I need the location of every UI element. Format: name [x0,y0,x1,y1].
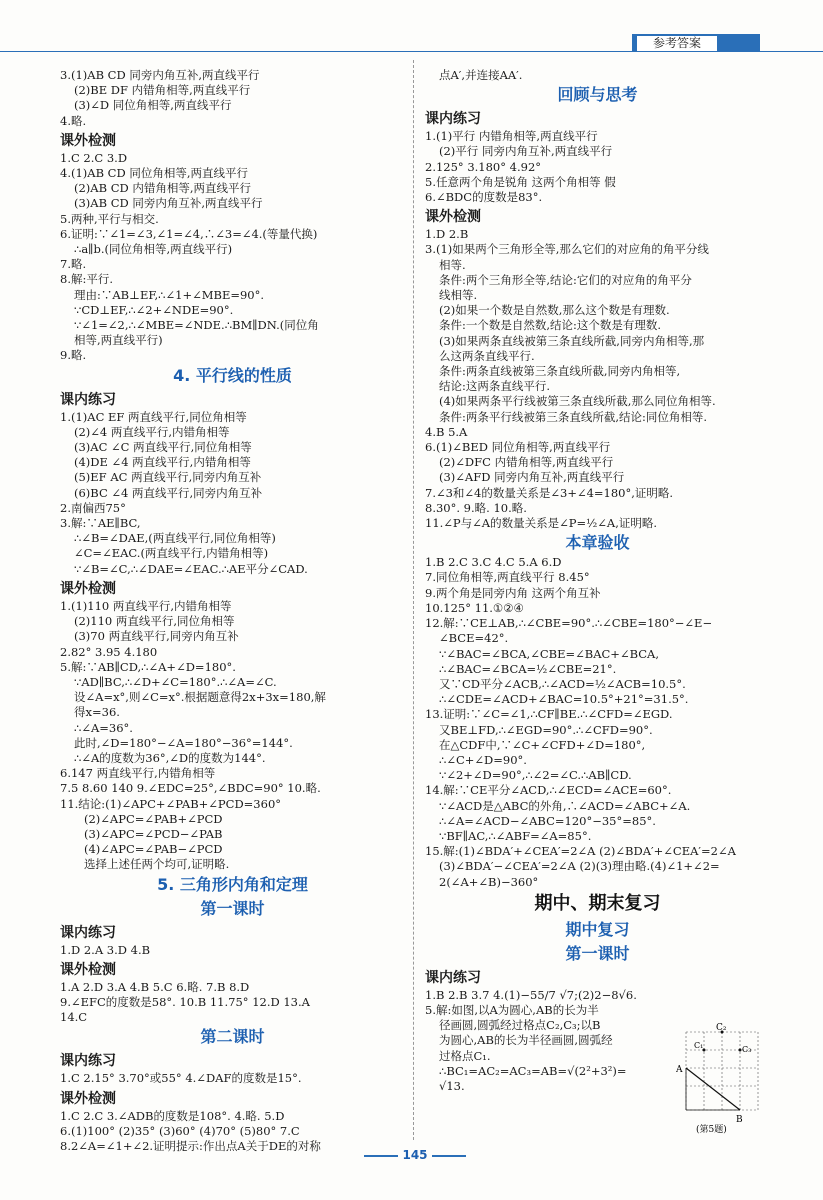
answer-line: ∠C=∠EAC.(两直线平行,内错角相等) [74,546,269,561]
answer-line: 4.略. [60,113,87,128]
header-label: 参考答案 [636,35,718,52]
answer-line: (4)如果两条平行线被第三条直线所截,那么同位角相等. [439,394,716,409]
answer-line: 过格点C₁. [439,1048,491,1063]
section-heading: 课内练习 [60,391,116,408]
answer-line: 1.A 2.D 3.A 4.B 5.C 6.略. 7.B 8.D [60,979,250,994]
answer-line: 15.解:(1)∠BDA′+∠CEA′=2∠A (2)∠BDA′+∠CEA′=2∠A [425,844,736,859]
answer-line: 条件:两条直线被第三条直线所截,同旁内角相等, [439,364,681,379]
answer-line: 在△CDF中,∵∠C+∠CFD+∠D=180°, [439,737,646,752]
answer-line: 1.C 2.C 3.D [60,150,128,165]
answer-line: (6)BC ∠4 两直线平行,同旁内角互补 [74,485,263,500]
section-heading: 期中复习 [565,919,630,939]
answer-line: 5.两种,平行与相交. [60,211,159,226]
label-c2: C₂ [716,1023,727,1033]
answer-line: ∴a∥b.(同位角相等,两直线平行) [74,242,233,257]
answer-line: (2)∠4 两直线平行,内错角相等 [74,424,230,439]
answer-line: 7.5 8.60 140 9.∠EDC=25°,∠BDC=90° 10.略. [60,781,321,796]
label-a: A [676,1065,683,1075]
section-heading: 课内练习 [60,1053,116,1070]
answer-line: (2)∠APC=∠PAB+∠PCD [84,811,223,826]
answer-line: 10.125° 11.①②④ [425,600,524,615]
header-line [0,51,823,52]
right-column [425,68,770,1094]
answer-line: ∵AD∥BC,∴∠D+∠C=180°.∴∠A=∠C. [74,674,277,689]
answer-line: 1.B 2.C 3.C 4.C 5.A 6.D [425,555,562,570]
section-heading: 4. 平行线的性质 [173,365,292,385]
answer-line: ∵∠ACD是△ABC的外角,∴∠ACD=∠ABC+∠A. [439,798,691,813]
answer-line: 4.B 5.A [425,424,468,439]
answer-line: ∵∠B=∠C,∴∠DAE=∠EAC.∴AE平分∠CAD. [74,561,308,576]
page-number: 145 [360,1148,470,1162]
answer-line: ∵∠1=∠2,∴∠MBE=∠NDE.∴BM∥DN.(同位角 [74,318,319,333]
answer-line: 3.(1)AB CD 同旁内角互补,两直线平行 [60,68,260,82]
answer-line: 6.∠BDC的度数是83°. [425,190,543,205]
answer-line: 6.(1)∠BED 同位角相等,两直线平行 [425,440,611,455]
answer-line: ∵∠BAC=∠BCA,∠CBE=∠BAC+∠BCA, [439,646,660,661]
answer-line: 径画圆,圆弧经过格点C₂,C₃;以B [439,1018,601,1033]
segment-ab [686,1068,740,1110]
answer-line: ∵BF∥AC,∴∠ABF=∠A=85°. [439,828,592,843]
answer-line: (3)∠AFD 同旁内角互补,两直线平行 [439,470,625,485]
answer-line: (2)平行 同旁内角互补,两直线平行 [439,144,613,159]
answer-line: 又∵CD平分∠ACB,∴∠ACD=½∠ACB=10.5°. [439,676,686,691]
answer-line: (2)如果一个数是自然数,那么这个数是有理数. [439,303,670,318]
answer-line: 3.解:∵AE∥BC, [60,516,141,531]
answer-line: (2)110 两直线平行,同位角相等 [74,614,235,629]
answer-line: 5.解:如图,以A为圆心,AB的长为半 [425,1002,599,1017]
section-heading: 课外检测 [60,1090,116,1107]
answer-line: 9.两个角是同旁内角 这两个角互补 [425,585,601,600]
answer-line: (5)EF AC 两直线平行,同旁内角互补 [74,470,262,485]
section-heading: 第一课时 [565,943,630,963]
grid-figure [676,1022,766,1134]
answer-line: 1.C 2.15° 3.70°或55° 4.∠DAF的度数是15°. [60,1071,302,1086]
answer-line: ∴∠B=∠DAE,(两直线平行,同位角相等) [74,531,276,546]
section-heading: 第二课时 [200,1027,265,1047]
section-heading: 课内练习 [60,924,116,941]
answer-line: 么这两条直线平行. [439,348,535,363]
answer-line: ∴∠CDE=∠ACD+∠BAC=10.5°+21°=31.5°. [439,692,689,707]
answer-line: 9.∠EFC的度数是58°. 10.B 11.75° 12.D 13.A [60,994,310,1009]
section-heading: 5. 三角形内角和定理 [157,874,308,894]
answer-line: ∴∠C+∠D=90°. [439,752,527,767]
answer-line: 14.解:∵CE平分∠ACD,∴∠ECD=∠ACE=60°. [425,783,672,798]
answer-line: (3)∠BDA′−∠CEA′=2∠A (2)(3)理由略.(4)∠1+∠2= [439,859,720,874]
answer-line: 4.(1)AB CD 同位角相等,两直线平行 [60,166,249,181]
answer-line: 11.∠P与∠A的数量关系是∠P=½∠A,证明略. [425,516,658,531]
figure-caption: (第5题) [696,1125,727,1134]
label-c1: C₁ [694,1041,704,1050]
answer-line: 1.(1)AC EF 两直线平行,同位角相等 [60,409,247,424]
answer-line: 2.82° 3.95 4.180 [60,644,158,659]
answer-line: 理由:∵AB⊥EF,∴∠1+∠MBE=90°. [74,287,265,302]
section-heading: 课外检测 [60,132,116,149]
answer-line: (3)AB CD 同旁内角互补,两直线平行 [74,196,263,211]
answer-line: 2(∠A+∠B)−360° [439,874,539,889]
answer-line: 2.125° 3.180° 4.92° [425,159,542,174]
answer-line: 又BE⊥FD,∴∠EGD=90°.∴∠CFD=90°. [439,722,653,737]
answer-line: ∴BC₁=AC₂=AC₃=AB=√(2²+3²)= [439,1063,627,1078]
answer-line: ∴∠A=36°. [74,720,133,735]
answer-line: 为圆心,AB的长为半径画圆,圆弧经 [439,1033,613,1048]
answer-line: 选择上述任两个均可,证明略. [84,857,230,872]
section-heading: 本章验收 [565,533,630,553]
answer-line: 相等,两直线平行) [74,333,163,348]
answer-line: ∴∠BAC=∠BCA=½∠CBE=21°. [439,661,617,676]
answer-line: 8.2∠A=∠1+∠2.证明提示:作出点A关于DE的对称 [60,1138,321,1153]
left-column [60,68,405,1154]
answer-line: 2.南偏西75° [60,500,126,515]
answer-line: 1.C 2.C 3.∠ADB的度数是108°. 4.略. 5.D [60,1108,285,1123]
answer-line: 7.∠3和∠4的数量关系是∠3+∠4=180°,证明略. [425,485,674,500]
section-heading: 课外检测 [60,580,116,597]
answer-line: 条件:一个数是自然数,结论:这个数是有理数. [439,318,662,333]
answer-line: (3)如果两条直线被第三条直线所截,同旁内角相等,那 [439,333,705,348]
answer-line: 8.30°. 9.略. 10.略. [425,500,527,515]
answer-line: 点A′,并连接AA′. [439,68,523,82]
answer-line: (3)70 两直线平行,同旁内角互补 [74,629,239,644]
answer-line: 3.(1)如果两个三角形全等,那么它们的对应角的角平分线 [425,242,709,257]
answer-line: 8.解:平行. [60,272,114,287]
answer-line: 1.(1)110 两直线平行,内错角相等 [60,598,232,613]
answer-line: 条件:两条平行线被第三条直线所截,结论:同位角相等. [439,409,708,424]
section-heading: 期中、期末复习 [534,892,661,914]
answer-line: 条件:两个三角形全等,结论:它们的对应角的角平分 [439,272,692,287]
answer-line: 6.(1)100° (2)35° (3)60° (4)70° (5)80° 7.C [60,1123,300,1138]
answer-line: √13. [439,1078,465,1093]
answer-line: (2)BE DF 内错角相等,两直线平行 [74,83,251,98]
answer-line: 得x=36. [74,705,120,720]
label-b: B [736,1115,743,1125]
section-heading: 第一课时 [200,898,265,918]
section-heading: 课外检测 [60,961,116,978]
answer-line: 11.结论:(1)∠APC+∠PAB+∠PCD=360° [60,796,282,811]
answer-line: ∠BCE=42°. [439,631,509,646]
answer-line: (4)DE ∠4 两直线平行,内错角相等 [74,455,251,470]
answer-line: 12.解:∵CE⊥AB,∴∠CBE=90°.∴∠CBE=180°−∠E− [425,616,713,631]
answer-line: (3)AC ∠C 两直线平行,同位角相等 [74,440,252,455]
answer-line: (4)∠APC=∠PAB−∠PCD [84,842,223,857]
answer-line: (2)AB CD 内错角相等,两直线平行 [74,181,252,196]
answer-line: 结论:这两条直线平行. [439,379,551,394]
answer-line: 7.同位角相等,两直线平行 8.45° [425,570,590,585]
answer-line: 相等. [439,257,466,272]
answer-line: 13.证明:∵∠C=∠1,∴CF∥BE.∴∠CFD=∠EGD. [425,707,673,722]
answer-line: 1.D 2.A 3.D 4.B [60,942,151,957]
answer-line: 6.147 两直线平行,内错角相等 [60,766,216,781]
column-divider [413,60,414,1140]
answer-line: (3)∠APC=∠PCD−∠PAB [84,826,223,841]
section-heading: 课内练习 [425,969,481,986]
answer-line: ∴∠A=∠ACD−∠ABC=120°−35°=85°. [439,813,656,828]
answer-line: 此时,∠D=180°−∠A=180°−36°=144°. [74,735,293,750]
answer-line: (2)∠DFC 内错角相等,两直线平行 [439,455,614,470]
answer-line: 7.略. [60,257,87,272]
label-c3: C₃ [742,1045,752,1054]
answer-line: ∵CD⊥EF,∴∠2+∠NDE=90°. [74,302,234,317]
answer-line: 1.(1)平行 内错角相等,两直线平行 [425,129,598,144]
section-heading: 课内练习 [425,111,481,128]
answer-line: (3)∠D 同位角相等,两直线平行 [74,98,232,113]
section-heading: 回顾与思考 [557,85,638,105]
answer-line: 5.任意两个角是锐角 这两个角相等 假 [425,174,616,189]
answer-line: 1.B 2.B 3.7 4.(1)−55/7 √7;(2)2−8√6. [425,987,637,1002]
answer-line: 9.略. [60,348,87,363]
answer-line: 6.证明:∵∠1=∠3,∠1=∠4,∴∠3=∠4.(等量代换) [60,226,318,241]
answer-line: 1.D 2.B [425,227,469,242]
answer-line: 线相等. [439,288,478,303]
answer-line: 14.C [60,1010,88,1025]
section-heading: 课外检测 [425,209,481,226]
answer-line: ∵∠2+∠D=90°,∴∠2=∠C.∴AB∥CD. [439,768,632,783]
answer-line: 5.解:∵AB∥CD,∴∠A+∠D=180°. [60,659,236,674]
answer-line: 设∠A=x°,则∠C=x°.根据题意得2x+3x=180,解 [74,690,326,705]
answer-line: ∴∠A的度数为36°,∠D的度数为144°. [74,750,266,765]
